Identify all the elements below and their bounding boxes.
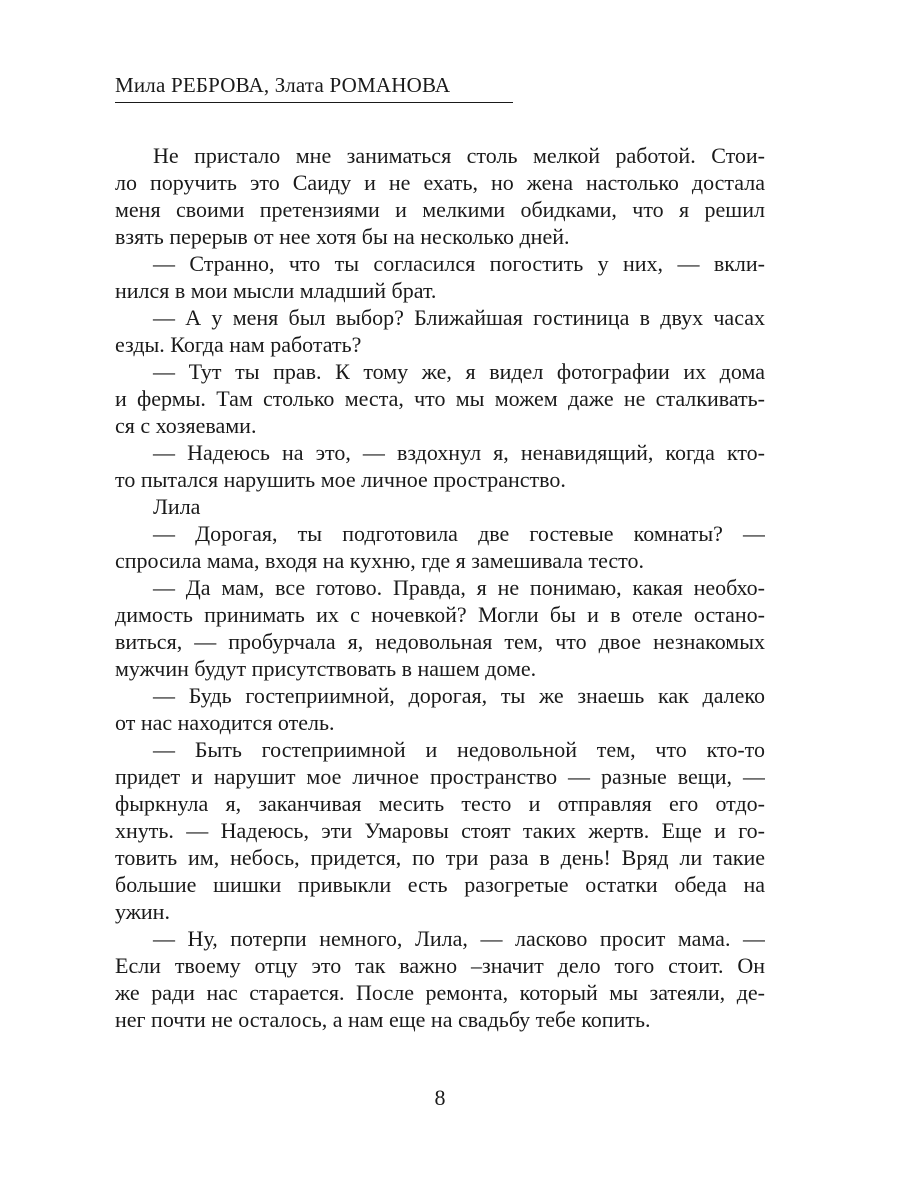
header-rule [115, 102, 513, 103]
text-line: — Дорогая, ты подготовила две гостевые комнаты? — [153, 521, 765, 546]
text-line: — Тут ты прав. К тому же, я видел фотографии их дома [153, 359, 765, 384]
text-line: — Надеюсь на это, — вздохнул я, ненавидящий, когда кто- [153, 440, 765, 465]
text-line: — Быть гостеприимной и недовольной тем, что кто-то [153, 737, 765, 762]
text-line: ужин. [115, 899, 170, 924]
text-line: меня своими претензиями и мелкими обидками, что я решил [115, 197, 765, 222]
text-line: спросила мама, входя на кухню, где я замешивала тесто. [115, 548, 644, 573]
text-line: — Да мам, все готово. Правда, я не понимаю, какая необхо- [153, 575, 765, 600]
text-line: и фермы. Там столько места, что мы можем даже не сталкивать- [115, 386, 765, 411]
page-number: 8 [434, 1085, 446, 1110]
text-line: — Странно, что ты согласился погостить у них, — вкли- [153, 251, 765, 276]
text-line: — Будь гостеприимной, дорогая, ты же знаешь как далеко [153, 683, 765, 708]
text-line: Если твоему отцу это так важно –значит дело того стоит. Он [115, 953, 765, 978]
text-line: Лила [153, 494, 201, 519]
text-line: же ради нас старается. После ремонта, который мы затеяли, де- [115, 980, 765, 1005]
text-line: Не пристало мне заниматься столь мелкой работой. Стои- [153, 143, 765, 168]
text-line: ся с хозяевами. [115, 413, 257, 438]
text-line: — Ну, потерпи немного, Лила, — ласково просит мама. — [153, 926, 765, 951]
text-line: димость принимать их с ночевкой? Могли бы и в отеле остано- [115, 602, 765, 627]
text-line: фыркнула я, заканчивая месить тесто и отправляя его отдо- [115, 791, 765, 816]
text-line: от нас находится отель. [115, 710, 335, 735]
text-line: ло поручить это Саиду и не ехать, но жена настолько достала [115, 170, 765, 195]
text-line: виться, — пробурчала я, недовольная тем, что двое незнакомых [115, 629, 765, 654]
text-line: нег почти не осталось, а нам еще на свадьбу тебе копить. [115, 1007, 651, 1032]
text-line: хнуть. — Надеюсь, эти Умаровы стоят таких жертв. Еще и го- [115, 818, 765, 843]
text-line: езды. Когда нам работать? [115, 332, 362, 357]
text-line: нился в мои мысли младший брат. [115, 278, 437, 303]
text-line: мужчин будут присутствовать в нашем доме. [115, 656, 537, 681]
body-text [115, 142, 765, 1033]
text-line: товить им, небось, придется, по три раза в день! Вряд ли такие [115, 845, 765, 870]
text-line: то пытался нарушить мое личное пространство. [115, 467, 566, 492]
text-line: придет и нарушит мое личное пространство — разные вещи, — [115, 764, 765, 789]
text-line: — А у меня был выбор? Ближайшая гостиница в двух часах [153, 305, 765, 330]
text-line: большие шишки привыкли есть разогретые остатки обеда на [115, 872, 765, 897]
running-head: Мила РЕБРОВА, Злата РОМАНОВА [115, 73, 451, 97]
text-line: взять перерыв от нее хотя бы на несколько дней. [115, 224, 570, 249]
